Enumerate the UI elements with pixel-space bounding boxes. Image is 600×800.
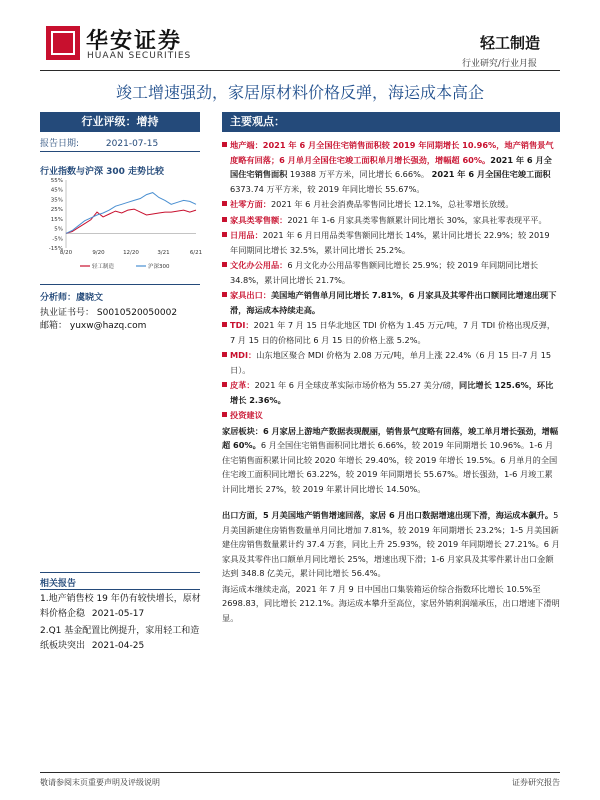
body-paragraph [222,424,560,497]
chart-title: 行业指数与沪深 300 走势比较 [40,167,165,177]
logo-name-en: HUAAN SECURITIES [87,51,192,61]
body-text: 山东地区聚合 MDI 价格为 2.08 万元/吨，单月上涨 22.4%（6 月 15 日-7 月 15 日）。 [230,350,552,375]
email-value[interactable]: yuxw@hazq.com [69,321,147,331]
y-tick-label: 25% [50,207,63,214]
body-text: 2021 年 6 月社会消费品零售同比增长 12.1%，总社零增长放缓。 [270,199,514,209]
bullet-point [222,408,560,423]
bullet-point [222,228,560,257]
footer-disclaimer: 敬请参阅末页重要声明及评级说明 [40,778,160,787]
bullet-point [222,378,560,407]
left-divider-3 [40,572,200,573]
cert-row [40,305,177,318]
report-category: 行业研究/行业月报 [462,59,538,69]
main-points-body [222,138,560,626]
left-divider-2 [40,284,200,285]
highlight-text: MDI： [230,350,257,360]
bullet-point [222,258,560,287]
y-tick-label: 5% [54,226,63,233]
y-tick-label: -5% [52,236,63,243]
related-report-date: 2021-05-17 [91,609,145,619]
cert-value: S0010520050002 [96,308,178,318]
sector-label: 轻工制造 [480,34,541,52]
body-text: 2021 年 1-6 月家具类零售额累计同比增长 30%，家具社零表现平平。 [287,214,547,225]
body-text: 2021 年 6 月全国住宅竣工面积 [431,169,551,179]
body-text: 6373.74 万平方米，较 2019 年同比增长 55.67%。 [230,183,425,194]
body-text: 2021 年 6 月全国住宅销售面积 [230,154,552,179]
related-report-text: 1.地产销售校 19 年仍有较快增长，原材料价格企稳 [40,594,201,619]
body-text: 2021 年 7 月 15 日华北地区 TDI 价格为 1.45 万元/吨，7 月 TDI 价格出现反弹，7 月 15 日的价格同比 6 月 15 日的价格上涨 5.2%。 [230,320,556,345]
footer-label: 证券研究报告 [512,778,560,787]
left-divider [40,151,200,152]
x-tick-label: 3/21 [157,250,170,256]
highlight-text: 皮革： [230,380,255,390]
legend-label: 沪深300 [148,264,170,270]
body-text: 同比增长 125.6%，环比增长 2.36%。 [230,380,554,405]
highlight-text: 文化办公用品： [230,260,288,270]
body-paragraph [222,508,560,581]
highlight-text: 社零方面： [230,199,271,209]
body-text: 19388 万平方米，同比增长 6.66%。 [287,169,432,179]
body-text: 海运成本继续走高，2021 年 7 月 9 日中国出口集装箱运价综合指数环比增长 10.5%至 2698.83，同比增长 212.1%。海运成本攀升至高位，家居外销利润端承压，出口增速下滑明显。 [222,583,560,623]
related-report-2[interactable] [40,624,202,654]
series-line-2 [66,193,196,234]
highlight-text: TDI： [230,320,254,330]
body-text: 6 月全国住宅销售面积同比增长 6.66%，较 2019 年同期增长 10.96%。1-6 月住宅销售面积累计同比较 2020 年增长 29.40%，较 2019 年增长 19.5%。6 月单月的全国住宅竣工面积同比增长 63.22%，较 2019 年同期增长 55.67%。增长强劲，1-6 月竣工累计同比增长 27%，较 2019 年累计同比增长 14.50%。 [222,440,558,494]
left-divider-4 [40,589,200,590]
related-report-1[interactable] [40,592,202,622]
rating-badge: 行业评级：增持 [40,112,200,132]
bullet-point [222,213,560,228]
y-tick-label: 45% [50,187,63,194]
footer-divider [40,772,560,773]
series-line-1 [66,209,196,233]
bullet-point [222,197,560,212]
bullet-point [222,348,560,377]
highlight-text: 家具类零售额： [230,214,288,225]
bullet-point [222,318,560,347]
highlight-text: 家具出口： [230,290,271,300]
header-divider [40,70,560,71]
body-text: 美国地产销售单月同比增长 7.81%，6 月家具及其零件出口额同比增速出现下滑，海运成本持续走高。 [230,290,557,315]
y-tick-label: 55% [50,178,63,184]
related-report-text: 2.Q1 基金配置比例提升，家用轻工和造纸板块突出 [40,626,200,651]
body-text: 5 月美国新建住房销售数量单月同比增加 7.81%，较 2019 年同期增长 23.2%；1-5 月美国新建住房销售数量累计约 37.4 万套，同比上升 25.93%，较 2019 年同期增长 27.21%。6 月家具及其零件出口额单月同比增长 25%，增速出现下滑；1-6 月家具及其零件累计出口金额达到 348.8 亿美元，累计同比增长 56.4%。 [222,510,560,578]
highlight-text: 2021 年 6 月全国住宅销售面积较 2019 年同期增长 10.96%，地产销售景气度略有回落；6 月单月全国住宅竣工面积单月增长强劲，增幅超 60%。 [230,140,554,165]
body-paragraph [222,582,560,626]
index-chart [40,176,203,276]
related-reports-title: 相关报告 [40,579,77,589]
email-label: 邮箱： [40,321,68,331]
body-text: 家居板块：6 月家居上游地产数据表现靓丽，销售景气度略有回落，竣工单月增长强劲，增幅超 60%。 [222,425,559,450]
body-text: 出口方面，5 月美国地产销售增速回落，家居 6 月出口数据增速出现下滑，海运成本飙升。 [222,510,554,520]
x-tick-label: 9/20 [92,250,105,256]
y-tick-label: 35% [50,197,63,204]
date-value: 2021-07-15 [105,139,159,149]
x-tick-label: 12/20 [123,250,139,256]
bullet-point [222,288,560,317]
highlight-text: 日用品： [230,230,263,240]
x-tick-label: 8/20 [59,250,73,256]
report-title: 竣工增速强劲，家居原材料价格反弹，海运成本高企 [115,83,484,102]
highlight-text: 地产端： [230,140,263,150]
cert-label: 执业证书号： [40,308,95,318]
analyst-name: 分析师：虞晓文 [40,293,104,303]
logo-mark [46,26,80,60]
x-tick-label: 6/21 [189,250,203,256]
body-text: 2021 年 6 月全球皮革实际市场价格为 55.27 美分/磅， [254,380,460,390]
main-points-header: 主要观点： [222,112,560,132]
highlight-text: 投资建议 [230,410,263,420]
body-text: 2021 年 6 月日用品类零售额同比增长 14%，累计同比增长 22.9%；较 2019 年同期同比增长 32.5%，累计同比增长 25.2%。 [230,230,550,255]
logo-name-cn: 华安证券 [86,28,183,54]
legend-label: 轻工制造 [92,264,115,270]
bullet-point [222,138,560,196]
report-date [40,136,200,149]
y-tick-label: 15% [50,216,63,223]
body-text: 6 月文化办公用品零售额同比增长 25.9%；较 2019 年同期同比增长 34.8%，累计同比增长 21.7%。 [230,260,539,285]
email-row [40,318,146,331]
y-tick-label: -15% [48,246,63,252]
date-label: 报告日期: [40,139,80,149]
related-report-date: 2021-04-25 [91,641,145,651]
